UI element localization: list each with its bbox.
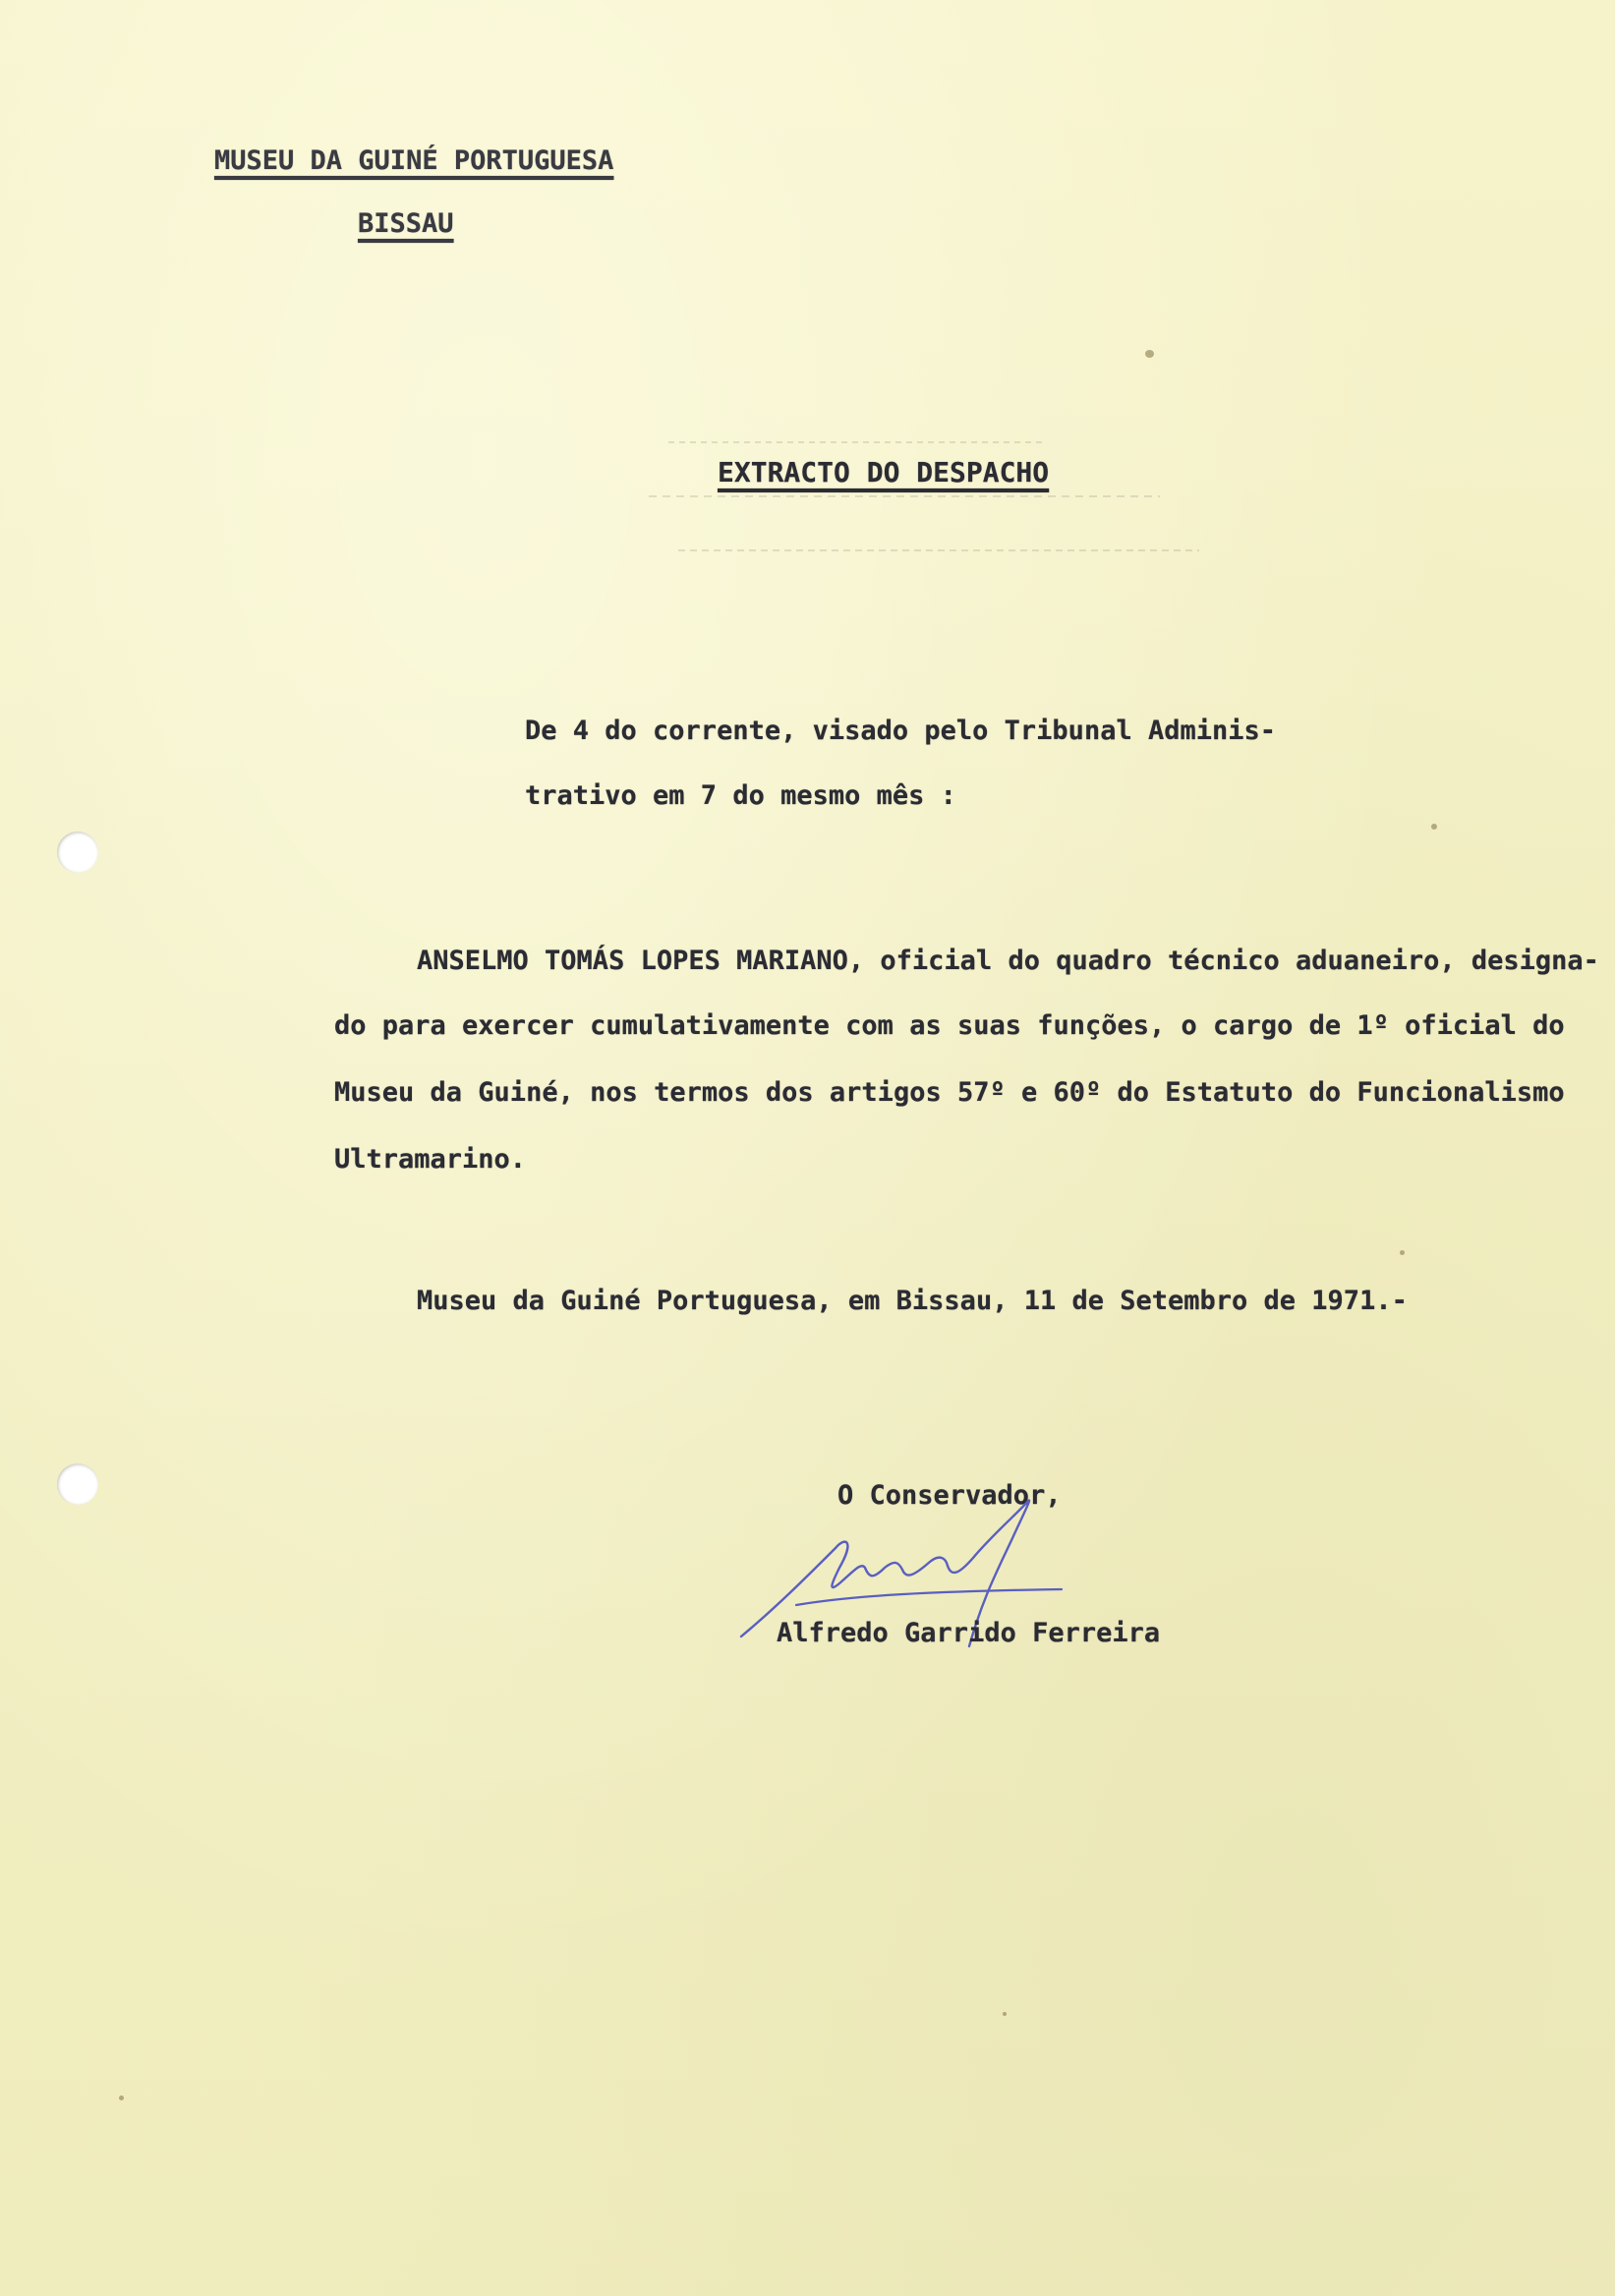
intro-line-2: trativo em 7 do mesmo mês : [525, 780, 956, 811]
body-line-1: ANSELMO TOMÁS LOPES MARIANO, oficial do quadro técnico aduaneiro, designa- [417, 946, 1599, 976]
body-line-3: Museu da Guiné, nos termos dos artigos 57º e 60º do Estatuto do Funcionalismo [334, 1077, 1565, 1108]
place-date: Museu da Guiné Portuguesa, em Bissau, 11 de Setembro de 1971.- [417, 1286, 1408, 1316]
punch-hole-bottom [57, 1464, 98, 1505]
show-through-marks [649, 423, 1199, 590]
document-title: EXTRACTO DO DESPACHO [718, 456, 1050, 488]
closing-role: O Conservador, [837, 1480, 1062, 1511]
institution-header: MUSEU DA GUINÉ PORTUGUESA [214, 145, 614, 176]
paper-speck [1003, 2012, 1007, 2016]
intro-line-1: De 4 do corrente, visado pelo Tribunal Adminis- [525, 716, 1277, 746]
city-header: BISSAU [358, 208, 454, 239]
signatory-name: Alfredo Garrido Ferreira [777, 1618, 1161, 1648]
punch-hole-top [57, 832, 98, 873]
paper-speck [1145, 350, 1154, 358]
body-line-2: do para exercer cumulativamente com as suas funções, o cargo de 1º oficial do [334, 1010, 1565, 1041]
paper-speck [119, 2095, 124, 2100]
body-line-4: Ultramarino. [334, 1144, 527, 1175]
paper-speck [1431, 824, 1437, 830]
paper-speck [1400, 1250, 1405, 1255]
